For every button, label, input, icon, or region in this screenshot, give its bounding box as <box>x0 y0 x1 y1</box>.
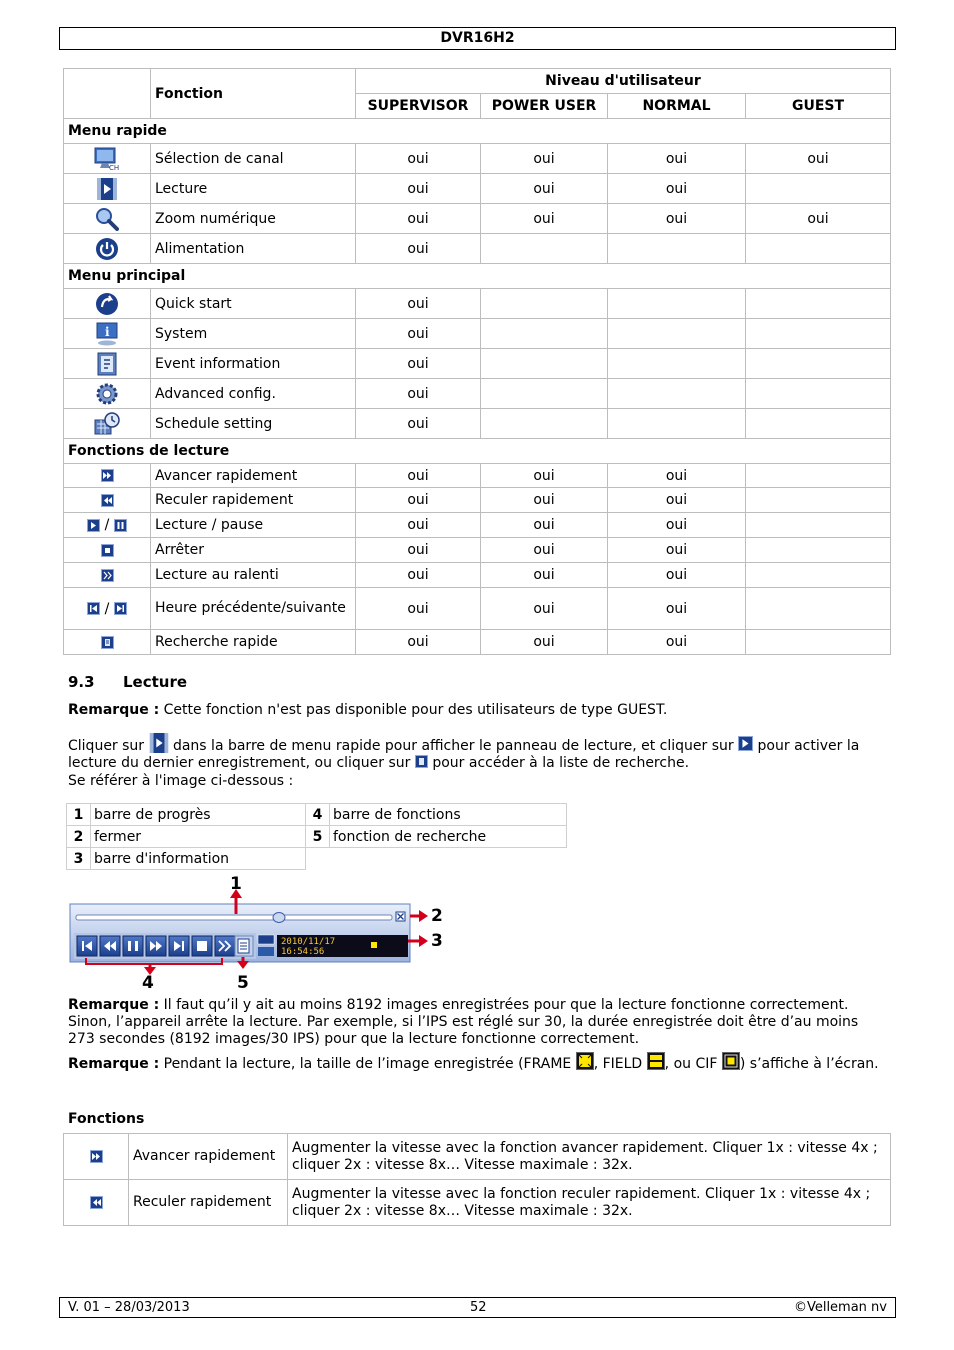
film-icon <box>149 732 169 754</box>
value-cell: oui <box>356 464 481 488</box>
gear-icon <box>95 382 119 406</box>
value-cell <box>746 409 891 439</box>
legend-label: barre de fonctions <box>330 804 567 826</box>
fast-forward-button[interactable] <box>146 936 166 956</box>
value-cell: oui <box>608 513 746 538</box>
paragraph-click <box>68 732 883 772</box>
value-cell <box>608 409 746 439</box>
play-icon <box>87 519 100 532</box>
value-cell: oui <box>356 563 481 588</box>
value-cell <box>481 289 608 319</box>
value-cell <box>608 349 746 379</box>
fast-forward-icon <box>90 1150 103 1163</box>
icon-header-cell <box>64 69 151 119</box>
status-indicator <box>371 942 377 948</box>
section-title: Lecture <box>123 673 188 691</box>
channel-icon <box>94 147 120 171</box>
value-cell <box>608 289 746 319</box>
value-cell: oui <box>356 588 481 630</box>
stop-icon <box>101 544 114 557</box>
value-cell <box>481 379 608 409</box>
text-part: Cliquer sur <box>68 738 149 754</box>
stop-button[interactable] <box>192 936 212 956</box>
legend-number: 4 <box>306 804 330 826</box>
slow-icon <box>101 569 114 582</box>
section-fonctions-lecture: Fonctions de lecture <box>64 439 891 464</box>
fonctions-table <box>63 1133 891 1226</box>
row-label: Alimentation <box>151 234 356 264</box>
row-label: Lecture au ralenti <box>151 563 356 588</box>
section-number: 9.3 <box>68 673 95 691</box>
level-normal: NORMAL <box>608 94 746 119</box>
value-cell <box>746 349 891 379</box>
play-icon <box>738 736 753 751</box>
playback-panel-figure <box>66 870 456 995</box>
remark-image-size <box>68 1052 883 1073</box>
search-icon <box>101 636 114 649</box>
value-cell: oui <box>481 174 608 204</box>
value-cell: oui <box>481 563 608 588</box>
info-date: 2010/11/17 <box>281 937 336 947</box>
value-cell: oui <box>481 630 608 655</box>
value-cell: oui <box>481 204 608 234</box>
pause-button[interactable] <box>123 936 143 956</box>
progress-handle[interactable] <box>273 913 285 923</box>
function-description: Augmenter la vitesse avec la fonction avancer rapidement. Cliquer 1x : vitesse 4x ; cliquer 2x : vitesse 8x… Vitesse maximale : 32x. <box>288 1134 891 1180</box>
value-cell <box>746 234 891 264</box>
row-label: Reculer rapidement <box>151 488 356 513</box>
fast-forward-icon <box>101 469 114 482</box>
quick-start-icon <box>95 292 119 316</box>
value-cell <box>746 464 891 488</box>
value-cell: oui <box>481 513 608 538</box>
row-label: Event information <box>151 349 356 379</box>
schedule-icon <box>94 412 120 436</box>
cif-icon <box>722 1052 740 1070</box>
legend-number: 5 <box>306 826 330 848</box>
callout-4: 4 <box>142 973 154 993</box>
value-cell <box>608 234 746 264</box>
value-cell: oui <box>608 563 746 588</box>
value-cell <box>746 563 891 588</box>
value-cell: oui <box>356 513 481 538</box>
section-heading <box>68 673 187 691</box>
value-cell: oui <box>481 144 608 174</box>
value-cell <box>481 409 608 439</box>
slow-play-button[interactable] <box>215 936 235 956</box>
pause-icon <box>114 519 127 532</box>
value-cell: oui <box>481 488 608 513</box>
remark-guest <box>68 702 883 719</box>
value-cell <box>746 630 891 655</box>
text-part: pour accéder à la liste de recherche. <box>427 755 690 771</box>
value-cell: oui <box>608 488 746 513</box>
value-cell: oui <box>608 204 746 234</box>
value-cell: oui <box>356 538 481 563</box>
value-cell: oui <box>746 144 891 174</box>
text-part: dans la barre de menu rapide pour afficher le panneau de lecture, et cliquer sur <box>168 738 739 754</box>
search-button[interactable] <box>235 936 253 956</box>
paragraph-reference: Se référer à l'image ci-dessous : <box>68 773 294 789</box>
row-label: Lecture / pause <box>151 513 356 538</box>
legend-number: 2 <box>67 826 91 848</box>
value-cell: oui <box>608 538 746 563</box>
permissions-table: Fonction Niveau d'utilisateur SUPERVISOR POWER USER NORMAL GUEST Menu rapide CH Sélection de canal oui oui oui oui Lecture oui oui oui Zoom numérique oui oui oui oui Alimentation oui Menu principal Quick start oui i System oui Event information oui Advanced config. oui Schedule setting oui Fonctions de lecture Avancer rapidement oui oui oui Reculer rapidement oui oui oui / Lecture / pause oui oui oui Arrêter oui oui oui Lecture au ralenti oui oui oui / Heure précédente/suivante oui oui oui Recherche rapide oui oui oui <box>63 68 891 655</box>
callout-5: 5 <box>237 973 249 993</box>
value-cell: oui <box>356 289 481 319</box>
system-icon <box>95 322 119 346</box>
legend-table <box>66 803 567 870</box>
page-header <box>59 27 896 50</box>
remark-images <box>68 997 883 1048</box>
value-cell: oui <box>608 144 746 174</box>
next-hour-icon <box>114 602 127 615</box>
text-part: , ou CIF <box>664 1056 722 1072</box>
model-name: DVR16H2 <box>440 30 515 46</box>
value-cell <box>746 538 891 563</box>
text-part: , FIELD <box>593 1056 647 1072</box>
value-cell: oui <box>608 174 746 204</box>
size-indicator-icon <box>258 935 274 944</box>
value-cell: oui <box>608 588 746 630</box>
value-cell <box>608 379 746 409</box>
callout-1: 1 <box>230 874 242 894</box>
channel-indicator-icon <box>258 947 274 956</box>
value-cell <box>481 349 608 379</box>
remark-text: Il faut qu’il y ait au moins 8192 images enregistrées pour que la lecture fonctionne correctement. Sinon, l’appareil arrête la lecture. Par exemple, si l’IPS est réglé sur 30, la durée enregistrée doit être d’au moins 273 secondes (8192 images/30 IPS) pour que la lecture fonctionne correctement. <box>68 997 859 1047</box>
section-menu-principal: Menu principal <box>64 264 891 289</box>
value-cell: oui <box>356 488 481 513</box>
frame-icon <box>576 1052 594 1070</box>
legend-number: 3 <box>67 848 91 870</box>
next-hour-button[interactable] <box>169 936 189 956</box>
legend-label: barre d'information <box>91 848 306 870</box>
fonctions-heading: Fonctions <box>68 1111 145 1127</box>
rewind-button[interactable] <box>100 936 120 956</box>
text-part: Pendant la lecture, la taille de l’image enregistrée (FRAME <box>159 1056 576 1072</box>
info-time: 16:54:56 <box>281 947 325 957</box>
rewind-icon <box>90 1196 103 1209</box>
function-header: Fonction <box>151 69 356 119</box>
value-cell: oui <box>356 319 481 349</box>
value-cell: oui <box>356 409 481 439</box>
search-icon <box>415 755 428 768</box>
event-icon <box>95 352 119 376</box>
power-icon <box>95 237 119 261</box>
callout-3: 3 <box>431 931 443 951</box>
function-label: Avancer rapidement <box>129 1134 288 1180</box>
value-cell: oui <box>746 204 891 234</box>
value-cell: oui <box>356 144 481 174</box>
row-label: Quick start <box>151 289 356 319</box>
row-label: Avancer rapidement <box>151 464 356 488</box>
footer-page-number: 52 <box>470 1300 487 1315</box>
row-label: Heure précédente/suivante <box>151 588 356 630</box>
value-cell <box>746 289 891 319</box>
legend-label: barre de progrès <box>91 804 306 826</box>
value-cell: oui <box>356 204 481 234</box>
row-label: Sélection de canal <box>151 144 356 174</box>
remark-text: Cette fonction n'est pas disponible pour des utilisateurs de type GUEST. <box>159 702 668 718</box>
text-part: pour activer la lecture du dernier enregistrement, ou cliquer sur <box>68 738 860 771</box>
legend-label: fermer <box>91 826 306 848</box>
value-cell: oui <box>608 630 746 655</box>
value-cell: oui <box>481 464 608 488</box>
value-cell: oui <box>356 174 481 204</box>
previous-hour-button[interactable] <box>77 936 97 956</box>
row-label: Advanced config. <box>151 379 356 409</box>
value-cell <box>746 319 891 349</box>
magnifier-icon <box>95 207 119 231</box>
value-cell <box>746 379 891 409</box>
function-description: Augmenter la vitesse avec la fonction reculer rapidement. Cliquer 1x : vitesse 4x ; cliquer 2x : vitesse 8x… Vitesse maximale : 32x. <box>288 1180 891 1226</box>
value-cell: oui <box>481 538 608 563</box>
callout-2: 2 <box>431 906 443 926</box>
row-label: Schedule setting <box>151 409 356 439</box>
level-power-user: POWER USER <box>481 94 608 119</box>
value-cell: oui <box>608 464 746 488</box>
value-cell <box>746 488 891 513</box>
remark-label: Remarque : <box>68 702 160 718</box>
value-cell: oui <box>481 588 608 630</box>
row-label: Zoom numérique <box>151 204 356 234</box>
empty-cell <box>306 848 567 870</box>
page-footer <box>59 1297 896 1318</box>
function-label: Reculer rapidement <box>129 1180 288 1226</box>
level-supervisor: SUPERVISOR <box>356 94 481 119</box>
value-cell <box>481 234 608 264</box>
value-cell: oui <box>356 379 481 409</box>
film-icon <box>96 177 118 201</box>
value-cell: oui <box>356 630 481 655</box>
section-menu-rapide: Menu rapide <box>64 119 891 144</box>
remark-label: Remarque : <box>68 1056 160 1072</box>
value-cell: oui <box>356 349 481 379</box>
rewind-icon <box>101 494 114 507</box>
value-cell <box>746 174 891 204</box>
remark-label: Remarque : <box>68 997 160 1013</box>
field-icon <box>647 1052 665 1070</box>
level-guest: GUEST <box>746 94 891 119</box>
progress-bar[interactable] <box>76 915 392 920</box>
svg-text:i: i <box>105 324 110 339</box>
legend-label: fonction de recherche <box>330 826 567 848</box>
footer-version: V. 01 – 28/03/2013 <box>68 1300 190 1315</box>
value-cell <box>746 588 891 630</box>
row-label: Lecture <box>151 174 356 204</box>
previous-hour-icon <box>87 602 100 615</box>
svg-text:CH: CH <box>109 163 120 171</box>
row-label: Arrêter <box>151 538 356 563</box>
text-part: ) s’affiche à l’écran. <box>739 1056 879 1072</box>
value-cell <box>481 319 608 349</box>
level-header: Niveau d'utilisateur <box>356 69 891 94</box>
value-cell: oui <box>356 234 481 264</box>
footer-brand: ©Velleman nv <box>793 1300 887 1315</box>
legend-number: 1 <box>67 804 91 826</box>
value-cell <box>746 513 891 538</box>
row-label: System <box>151 319 356 349</box>
value-cell <box>608 319 746 349</box>
row-label: Recherche rapide <box>151 630 356 655</box>
